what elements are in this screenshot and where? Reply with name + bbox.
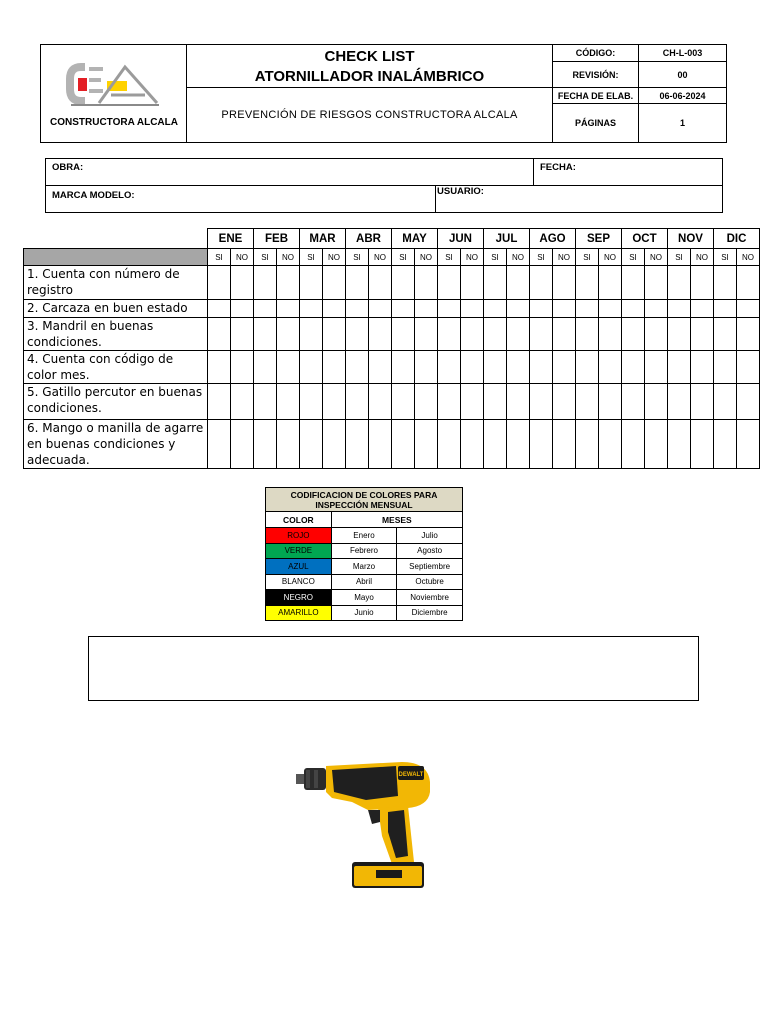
- si-checkbox-cell[interactable]: [346, 351, 369, 384]
- si-checkbox-cell[interactable]: [300, 300, 323, 318]
- no-checkbox-cell[interactable]: [323, 351, 346, 384]
- no-header: NO: [691, 249, 714, 266]
- no-checkbox-cell[interactable]: [553, 318, 576, 351]
- month-header: OCT: [622, 229, 668, 249]
- no-checkbox-cell[interactable]: [231, 300, 254, 318]
- no-checkbox-cell[interactable]: [599, 318, 622, 351]
- si-checkbox-cell[interactable]: [392, 420, 415, 469]
- si-checkbox-cell[interactable]: [484, 266, 507, 300]
- no-checkbox-cell[interactable]: [645, 318, 668, 351]
- si-checkbox-cell[interactable]: [392, 300, 415, 318]
- si-checkbox-cell[interactable]: [438, 300, 461, 318]
- si-checkbox-cell[interactable]: [484, 351, 507, 384]
- no-checkbox-cell[interactable]: [323, 420, 346, 469]
- no-checkbox-cell[interactable]: [645, 266, 668, 300]
- no-checkbox-cell[interactable]: [415, 351, 438, 384]
- no-checkbox-cell[interactable]: [599, 384, 622, 420]
- no-checkbox-cell[interactable]: [599, 300, 622, 318]
- no-checkbox-cell[interactable]: [277, 351, 300, 384]
- no-checkbox-cell[interactable]: [415, 420, 438, 469]
- si-checkbox-cell[interactable]: [254, 300, 277, 318]
- si-checkbox-cell[interactable]: [622, 300, 645, 318]
- si-checkbox-cell[interactable]: [208, 420, 231, 469]
- si-checkbox-cell[interactable]: [714, 384, 737, 420]
- marca-modelo-field[interactable]: [46, 186, 436, 212]
- checklist-row: [24, 420, 760, 469]
- legend-color-swatch: NEGRO: [266, 590, 332, 606]
- no-checkbox-cell[interactable]: [231, 351, 254, 384]
- legend-row: [266, 528, 463, 544]
- no-checkbox-cell[interactable]: [507, 300, 530, 318]
- no-checkbox-cell[interactable]: [691, 266, 714, 300]
- document-header: [40, 44, 727, 143]
- si-checkbox-cell[interactable]: [622, 351, 645, 384]
- meta-value-codigo: CH-L-003: [639, 45, 726, 62]
- si-checkbox-cell[interactable]: [668, 384, 691, 420]
- no-header: NO: [599, 249, 622, 266]
- si-checkbox-cell[interactable]: [438, 420, 461, 469]
- si-checkbox-cell[interactable]: [576, 384, 599, 420]
- no-checkbox-cell[interactable]: [415, 384, 438, 420]
- legend-color-swatch: AZUL: [266, 559, 332, 575]
- no-checkbox-cell[interactable]: [415, 266, 438, 300]
- no-checkbox-cell[interactable]: [599, 266, 622, 300]
- si-checkbox-cell[interactable]: [530, 300, 553, 318]
- no-checkbox-cell[interactable]: [737, 318, 760, 351]
- no-checkbox-cell[interactable]: [691, 384, 714, 420]
- legend-color-swatch: VERDE: [266, 543, 332, 559]
- fecha-field[interactable]: [534, 159, 722, 186]
- legend-month: Noviembre: [397, 590, 463, 606]
- si-checkbox-cell[interactable]: [714, 318, 737, 351]
- no-checkbox-cell[interactable]: [461, 351, 484, 384]
- month-header: ABR: [346, 229, 392, 249]
- si-checkbox-cell[interactable]: [254, 384, 277, 420]
- si-checkbox-cell[interactable]: [208, 351, 231, 384]
- no-header: NO: [415, 249, 438, 266]
- drill-image: [292, 752, 437, 897]
- si-checkbox-cell[interactable]: [530, 266, 553, 300]
- checklist-item-label: 1. Cuenta con número de registro: [24, 266, 208, 300]
- legend-month: Octubre: [397, 574, 463, 590]
- company-logo-icon: [41, 45, 187, 142]
- info-box: [45, 158, 723, 213]
- si-checkbox-cell[interactable]: [484, 318, 507, 351]
- si-checkbox-cell[interactable]: [484, 420, 507, 469]
- si-checkbox-cell[interactable]: [300, 318, 323, 351]
- no-checkbox-cell[interactable]: [691, 318, 714, 351]
- checklist-row: [24, 266, 760, 300]
- legend-month: Diciembre: [397, 605, 463, 621]
- legend-color-swatch: AMARILLO: [266, 605, 332, 621]
- document-subtitle-tool: ATORNILLADOR INALÁMBRICO: [254, 68, 485, 85]
- no-checkbox-cell[interactable]: [507, 384, 530, 420]
- si-checkbox-cell[interactable]: [254, 420, 277, 469]
- legend-row: [266, 574, 463, 590]
- no-checkbox-cell[interactable]: [737, 420, 760, 469]
- checklist-item-label: 3. Mandril en buenas condiciones.: [24, 318, 208, 351]
- si-checkbox-cell[interactable]: [714, 420, 737, 469]
- si-header: SI: [254, 249, 277, 266]
- company-logo: [41, 45, 187, 142]
- no-checkbox-cell[interactable]: [645, 384, 668, 420]
- si-checkbox-cell[interactable]: [208, 300, 231, 318]
- meta-value-fecha-elab: 06-06-2024: [639, 88, 726, 104]
- no-checkbox-cell[interactable]: [461, 384, 484, 420]
- si-checkbox-cell[interactable]: [622, 266, 645, 300]
- legend-month: Agosto: [397, 543, 463, 559]
- si-checkbox-cell[interactable]: [484, 300, 507, 318]
- no-checkbox-cell[interactable]: [323, 384, 346, 420]
- no-checkbox-cell[interactable]: [415, 318, 438, 351]
- checklist-row: [24, 318, 760, 351]
- month-header: FEB: [254, 229, 300, 249]
- month-header: SEP: [576, 229, 622, 249]
- si-checkbox-cell[interactable]: [438, 384, 461, 420]
- no-checkbox-cell[interactable]: [691, 420, 714, 469]
- month-header: MAR: [300, 229, 346, 249]
- si-checkbox-cell[interactable]: [254, 318, 277, 351]
- si-header: SI: [208, 249, 231, 266]
- checklist-row: [24, 351, 760, 384]
- no-checkbox-cell[interactable]: [645, 420, 668, 469]
- no-checkbox-cell[interactable]: [461, 300, 484, 318]
- si-checkbox-cell[interactable]: [254, 351, 277, 384]
- si-header: SI: [714, 249, 737, 266]
- no-checkbox-cell[interactable]: [507, 266, 530, 300]
- no-checkbox-cell[interactable]: [599, 351, 622, 384]
- no-checkbox-cell[interactable]: [553, 384, 576, 420]
- si-checkbox-cell[interactable]: [346, 300, 369, 318]
- no-checkbox-cell[interactable]: [369, 266, 392, 300]
- si-header: SI: [530, 249, 553, 266]
- meta-value-revision: 00: [639, 62, 726, 88]
- legend-month: Abril: [331, 574, 397, 590]
- no-header: NO: [645, 249, 668, 266]
- usuario-field[interactable]: [436, 186, 722, 212]
- document-title: CHECK LIST: [324, 48, 415, 65]
- no-checkbox-cell[interactable]: [369, 384, 392, 420]
- obra-label: OBRA:: [52, 162, 84, 173]
- svg-text:DEWALT: DEWALT: [398, 772, 424, 778]
- no-header: NO: [507, 249, 530, 266]
- no-checkbox-cell[interactable]: [645, 351, 668, 384]
- month-header: MAY: [392, 229, 438, 249]
- no-checkbox-cell[interactable]: [231, 420, 254, 469]
- svg-text:CONSTRUCTORA ALCALA: CONSTRUCTORA ALCALA: [50, 117, 178, 128]
- si-header: SI: [484, 249, 507, 266]
- meta-label-paginas: PÁGINAS: [553, 104, 639, 142]
- no-checkbox-cell[interactable]: [507, 351, 530, 384]
- checklist-item-label: 6. Mango o manilla de agarre en buenas condiciones y adecuada.: [24, 420, 208, 469]
- legend-month: Febrero: [331, 543, 397, 559]
- title-cell: [187, 45, 553, 88]
- no-checkbox-cell[interactable]: [691, 351, 714, 384]
- si-checkbox-cell[interactable]: [208, 384, 231, 420]
- no-checkbox-cell[interactable]: [277, 384, 300, 420]
- si-checkbox-cell[interactable]: [714, 351, 737, 384]
- obra-field[interactable]: [46, 159, 534, 186]
- legend-month: Mayo: [331, 590, 397, 606]
- no-checkbox-cell[interactable]: [369, 351, 392, 384]
- inspection-grid: [23, 228, 760, 469]
- legend-color-swatch: BLANCO: [266, 574, 332, 590]
- legend-color-swatch: ROJO: [266, 528, 332, 544]
- legend-month: Junio: [331, 605, 397, 621]
- si-checkbox-cell[interactable]: [438, 351, 461, 384]
- si-checkbox-cell[interactable]: [668, 266, 691, 300]
- si-checkbox-cell[interactable]: [392, 266, 415, 300]
- legend-month: Marzo: [331, 559, 397, 575]
- no-checkbox-cell[interactable]: [323, 266, 346, 300]
- si-checkbox-cell[interactable]: [576, 318, 599, 351]
- si-checkbox-cell[interactable]: [438, 266, 461, 300]
- no-checkbox-cell[interactable]: [369, 420, 392, 469]
- si-checkbox-cell[interactable]: [392, 384, 415, 420]
- no-checkbox-cell[interactable]: [369, 300, 392, 318]
- legend-month: Septiembre: [397, 559, 463, 575]
- si-checkbox-cell[interactable]: [300, 384, 323, 420]
- si-checkbox-cell[interactable]: [668, 420, 691, 469]
- legend-row: [266, 605, 463, 621]
- no-checkbox-cell[interactable]: [737, 300, 760, 318]
- si-checkbox-cell[interactable]: [530, 420, 553, 469]
- si-checkbox-cell[interactable]: [392, 318, 415, 351]
- marca-modelo-label: MARCA MODELO:: [52, 190, 135, 201]
- legend-color-header: COLOR: [266, 512, 332, 528]
- month-header: JUL: [484, 229, 530, 249]
- si-checkbox-cell[interactable]: [714, 300, 737, 318]
- legend-months-header: MESES: [331, 512, 462, 528]
- no-checkbox-cell[interactable]: [415, 300, 438, 318]
- no-checkbox-cell[interactable]: [553, 420, 576, 469]
- si-checkbox-cell[interactable]: [484, 384, 507, 420]
- checklist-row: [24, 384, 760, 420]
- si-header: SI: [438, 249, 461, 266]
- department-label: PREVENCIÓN DE RIESGOS CONSTRUCTORA ALCALA: [187, 88, 553, 142]
- no-checkbox-cell[interactable]: [323, 300, 346, 318]
- si-header: SI: [346, 249, 369, 266]
- si-checkbox-cell[interactable]: [392, 351, 415, 384]
- meta-label-revision: REVISIÓN:: [553, 62, 639, 88]
- no-checkbox-cell[interactable]: [231, 266, 254, 300]
- legend-title: CODIFICACION DE COLORES PARA INSPECCIÓN MENSUAL: [266, 488, 463, 512]
- month-header: DIC: [714, 229, 760, 249]
- si-checkbox-cell[interactable]: [576, 351, 599, 384]
- no-checkbox-cell[interactable]: [277, 266, 300, 300]
- no-checkbox-cell[interactable]: [461, 266, 484, 300]
- legend-row: [266, 543, 463, 559]
- no-checkbox-cell[interactable]: [461, 420, 484, 469]
- si-header: SI: [622, 249, 645, 266]
- no-checkbox-cell[interactable]: [277, 420, 300, 469]
- no-header: NO: [553, 249, 576, 266]
- si-checkbox-cell[interactable]: [530, 318, 553, 351]
- no-checkbox-cell[interactable]: [323, 318, 346, 351]
- no-checkbox-cell[interactable]: [461, 318, 484, 351]
- checklist-row: [24, 300, 760, 318]
- no-header: NO: [737, 249, 760, 266]
- checklist-item-label: 5. Gatillo percutor en buenas condiciones.: [24, 384, 208, 420]
- si-header: SI: [300, 249, 323, 266]
- no-checkbox-cell[interactable]: [231, 384, 254, 420]
- si-checkbox-cell[interactable]: [208, 318, 231, 351]
- no-header: NO: [369, 249, 392, 266]
- no-checkbox-cell[interactable]: [737, 266, 760, 300]
- si-checkbox-cell[interactable]: [346, 266, 369, 300]
- month-header: AGO: [530, 229, 576, 249]
- si-checkbox-cell[interactable]: [622, 318, 645, 351]
- si-checkbox-cell[interactable]: [300, 351, 323, 384]
- no-header: NO: [231, 249, 254, 266]
- no-checkbox-cell[interactable]: [691, 300, 714, 318]
- items-header: [24, 249, 208, 266]
- month-header: NOV: [668, 229, 714, 249]
- checklist-item-label: 4. Cuenta con código de color mes.: [24, 351, 208, 384]
- si-checkbox-cell[interactable]: [300, 420, 323, 469]
- si-checkbox-cell[interactable]: [346, 420, 369, 469]
- cordless-drill-icon: [292, 752, 437, 897]
- color-code-legend: [265, 487, 463, 621]
- legend-month: Enero: [331, 528, 397, 544]
- no-checkbox-cell[interactable]: [507, 318, 530, 351]
- fecha-label: FECHA:: [540, 162, 576, 173]
- meta-label-codigo: CÓDIGO:: [553, 45, 639, 62]
- meta-label-fecha-elab: FECHA DE ELAB.: [553, 88, 639, 104]
- si-checkbox-cell[interactable]: [530, 351, 553, 384]
- month-header: ENE: [208, 229, 254, 249]
- no-header: NO: [323, 249, 346, 266]
- si-checkbox-cell[interactable]: [208, 266, 231, 300]
- usuario-label: USUARIO:: [437, 186, 484, 197]
- no-header: NO: [277, 249, 300, 266]
- si-checkbox-cell[interactable]: [622, 384, 645, 420]
- si-checkbox-cell[interactable]: [530, 384, 553, 420]
- grid-corner: [24, 229, 208, 249]
- si-checkbox-cell[interactable]: [346, 384, 369, 420]
- no-checkbox-cell[interactable]: [553, 266, 576, 300]
- no-checkbox-cell[interactable]: [553, 351, 576, 384]
- meta-value-paginas: 1: [679, 118, 685, 128]
- si-checkbox-cell[interactable]: [622, 420, 645, 469]
- no-checkbox-cell[interactable]: [507, 420, 530, 469]
- no-checkbox-cell[interactable]: [737, 351, 760, 384]
- legend-row: [266, 559, 463, 575]
- si-header: SI: [668, 249, 691, 266]
- no-checkbox-cell[interactable]: [231, 318, 254, 351]
- si-checkbox-cell[interactable]: [576, 300, 599, 318]
- no-checkbox-cell[interactable]: [599, 420, 622, 469]
- si-checkbox-cell[interactable]: [300, 266, 323, 300]
- si-checkbox-cell[interactable]: [714, 266, 737, 300]
- si-header: SI: [576, 249, 599, 266]
- no-checkbox-cell[interactable]: [277, 318, 300, 351]
- legend-month: Julio: [397, 528, 463, 544]
- si-checkbox-cell[interactable]: [668, 318, 691, 351]
- no-checkbox-cell[interactable]: [645, 300, 668, 318]
- si-header: SI: [392, 249, 415, 266]
- no-checkbox-cell[interactable]: [737, 384, 760, 420]
- month-header: JUN: [438, 229, 484, 249]
- observations-box[interactable]: [88, 636, 699, 701]
- si-checkbox-cell[interactable]: [346, 318, 369, 351]
- si-checkbox-cell[interactable]: [668, 300, 691, 318]
- si-checkbox-cell[interactable]: [576, 420, 599, 469]
- si-checkbox-cell[interactable]: [438, 318, 461, 351]
- legend-row: [266, 590, 463, 606]
- si-checkbox-cell[interactable]: [254, 266, 277, 300]
- si-checkbox-cell[interactable]: [576, 266, 599, 300]
- no-checkbox-cell[interactable]: [553, 300, 576, 318]
- no-header: NO: [461, 249, 484, 266]
- no-checkbox-cell[interactable]: [277, 300, 300, 318]
- no-checkbox-cell[interactable]: [369, 318, 392, 351]
- checklist-item-label: 2. Carcaza en buen estado: [24, 300, 208, 318]
- si-checkbox-cell[interactable]: [668, 351, 691, 384]
